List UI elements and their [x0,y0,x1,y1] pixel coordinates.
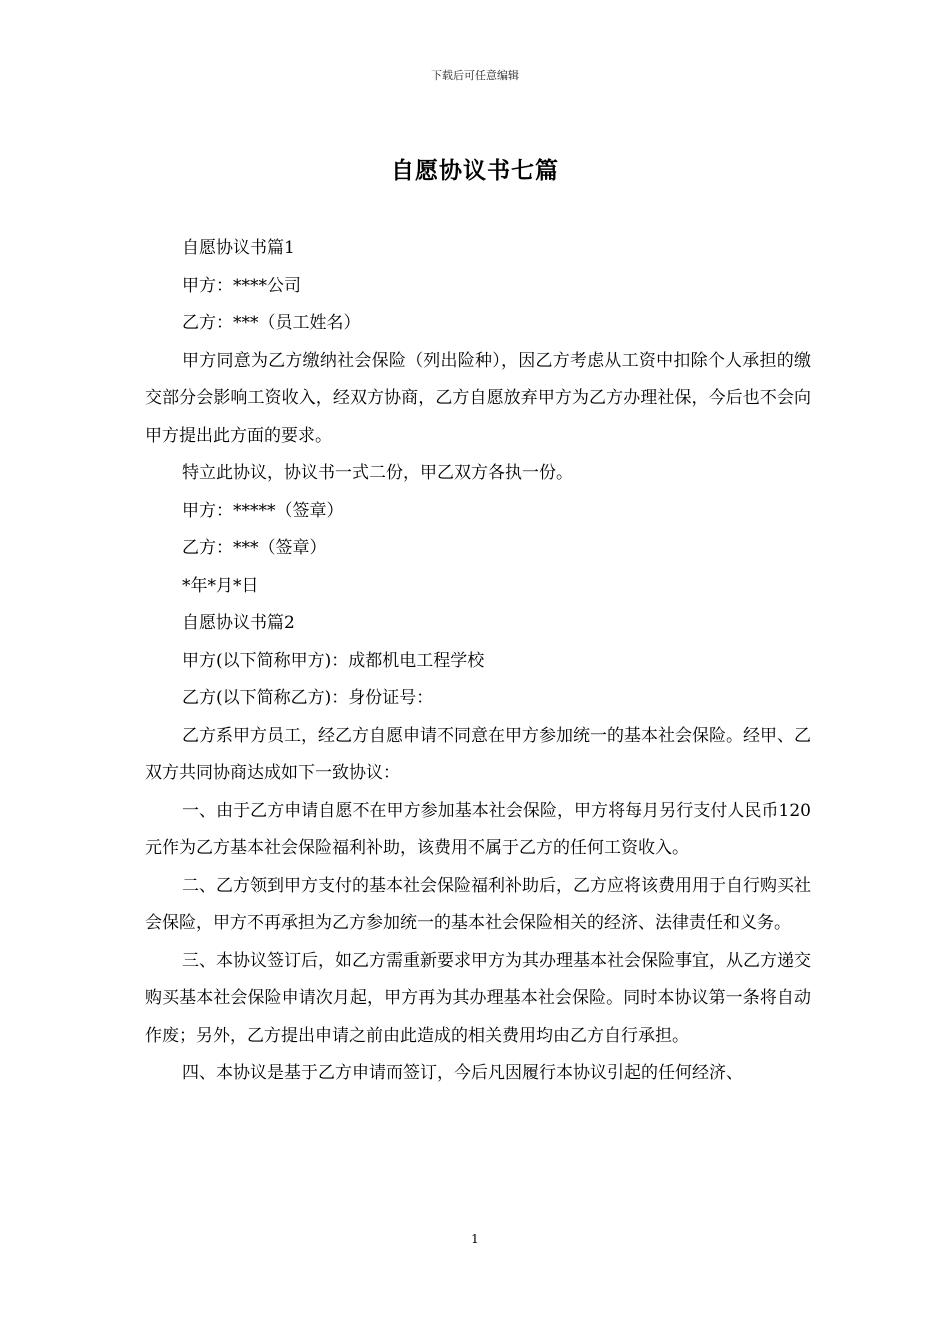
party-a-line: 甲方(以下简称甲方)：成都机电工程学校 [182,650,485,671]
date-line: *年*月*日 [182,575,259,596]
agreement-paragraph: 乙方系甲方员工，经乙方自愿申请不同意在甲方参加统一的基本社会保险。经甲、乙双方共同协商达成如下一致协议： [145,725,811,783]
clause-2: 二、乙方领到甲方支付的基本社会保险福利补助后，乙方应将该费用用于自行购买社会保险，甲方不再承担为乙方参加统一的基本社会保险相关的经济、法律责任和义务。 [145,875,811,933]
section-heading-2: 自愿协议书篇2 [182,613,295,633]
clause-1: 一、由于乙方申请自愿不在甲方参加基本社会保险，甲方将每月另行支付人民币120元作为乙方基本社会保险福利补助，该费用不属于乙方的任何工资收入。 [145,800,811,858]
party-a-signature: 甲方：*****（签章） [182,500,344,521]
party-a-line: 甲方：****公司 [182,275,301,296]
page-number: 1 [471,1232,479,1246]
agreement-paragraph: 特立此协议，协议书一式二份，甲乙双方各执一份。 [182,463,573,483]
clause-3: 三、本协议签订后，如乙方需重新要求甲方为其办理基本社会保险事宜，从乙方递交购买基本社会保险申请次月起，甲方再为其办理基本社会保险。同时本协议第一条将自动作废；另外，乙方提出申请之前由此造成的相关费用均由乙方自行承担。 [145,950,811,1046]
clause-4: 四、本协议是基于乙方申请而签订，今后凡因履行本协议引起的任何经济、 [182,1063,743,1083]
section-heading-1: 自愿协议书篇1 [182,238,295,258]
party-b-signature: 乙方：***（签章） [182,538,327,558]
party-b-line: 乙方(以下简称乙方)：身份证号： [182,688,434,708]
document-title: 自愿协议书七篇 [391,157,559,184]
party-b-line: 乙方：***（员工姓名） [182,313,361,333]
agreement-paragraph: 甲方同意为乙方缴纳社会保险（列出险种），因乙方考虑从工资中扣除个人承担的缴交部分会影响工资收入，经双方协商，乙方自愿放弃甲方为乙方办理社保，今后也不会向甲方提出此方面的要求。 [145,350,811,446]
header-note: 下载后可任意编辑 [431,69,519,82]
document-body [145,230,811,1093]
